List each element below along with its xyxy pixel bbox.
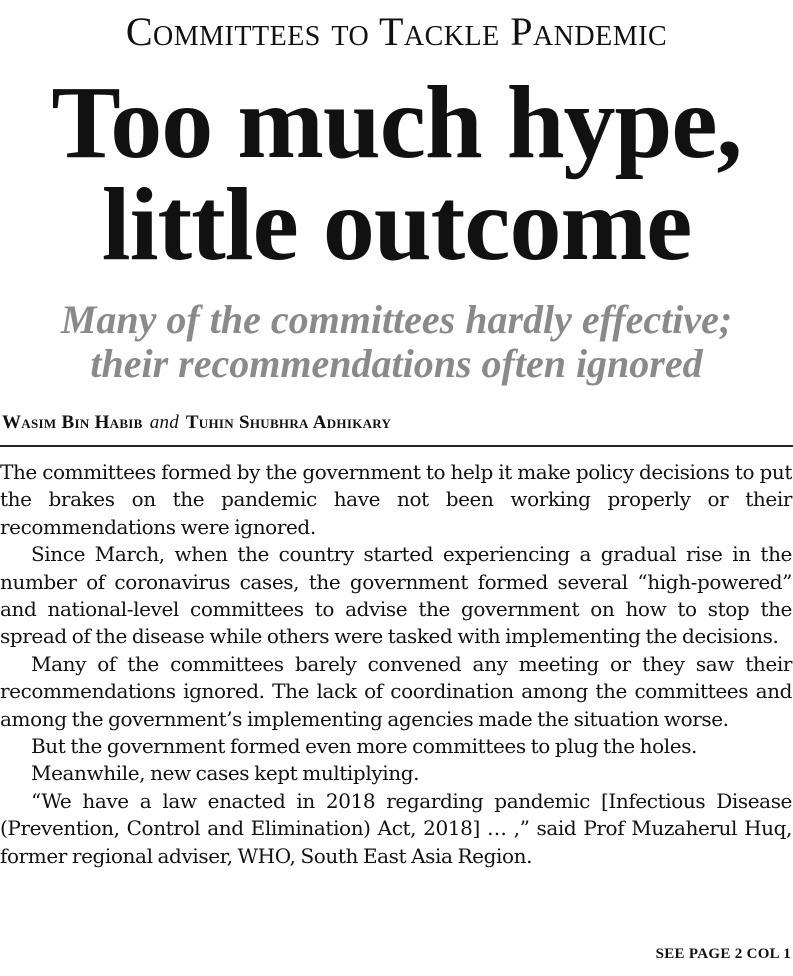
byline-conjunction: and — [149, 412, 180, 433]
byline-author-1: Wasim Bin Habib — [2, 412, 143, 433]
subheadline-line-1: Many of the committees hardly effective; — [60, 297, 733, 342]
article-body — [0, 459, 792, 870]
headline-line-2: little outcome — [101, 167, 692, 282]
divider-rule — [0, 445, 793, 447]
headline-line-1: Too much hype, — [51, 65, 742, 180]
paragraph-4: But the government formed even more committees to plug the holes. — [31, 734, 698, 759]
byline-author-2: Tuhin Shubhra Adhikary — [185, 412, 392, 433]
kicker-title: Committees to Tackle Pandemic — [125, 9, 668, 54]
subheadline — [0, 298, 793, 386]
subheadline-line-2: their recommendations often ignored — [90, 341, 703, 386]
paragraph-5: Meanwhile, new cases kept multiplying. — [31, 761, 420, 786]
paragraph-6: “We have a law enacted in 2018 regarding pandemic [Infectious Disease (Prevention, Control and Elimination) Act, 2018] … ,” said Prof Muzaherul Huq, former regional adviser, WHO, South East Asia Region. — [0, 788, 792, 868]
headline — [0, 65, 793, 282]
byline — [2, 412, 391, 434]
continued-on-page-link[interactable]: SEE PAGE 2 COL 1 — [655, 946, 791, 962]
paragraph-1: The committees formed by the government to help it make policy decisions to put the brakes on the pandemic have not been working properly or their recommendations were ignored. — [0, 460, 792, 539]
paragraph-2: Since March, when the country started experiencing a gradual rise in the number of coronavirus cases, the government formed several “high-powered” and national-level committees to advise the government on how to stop the spread of the disease while others were tasked with implementing the decisions. — [0, 542, 792, 649]
paragraph-3: Many of the committees barely convened any meeting or they saw their recommendations ignored. The lack of coordination among the committees and among the government’s implementing agencies made the situation worse. — [0, 651, 792, 731]
